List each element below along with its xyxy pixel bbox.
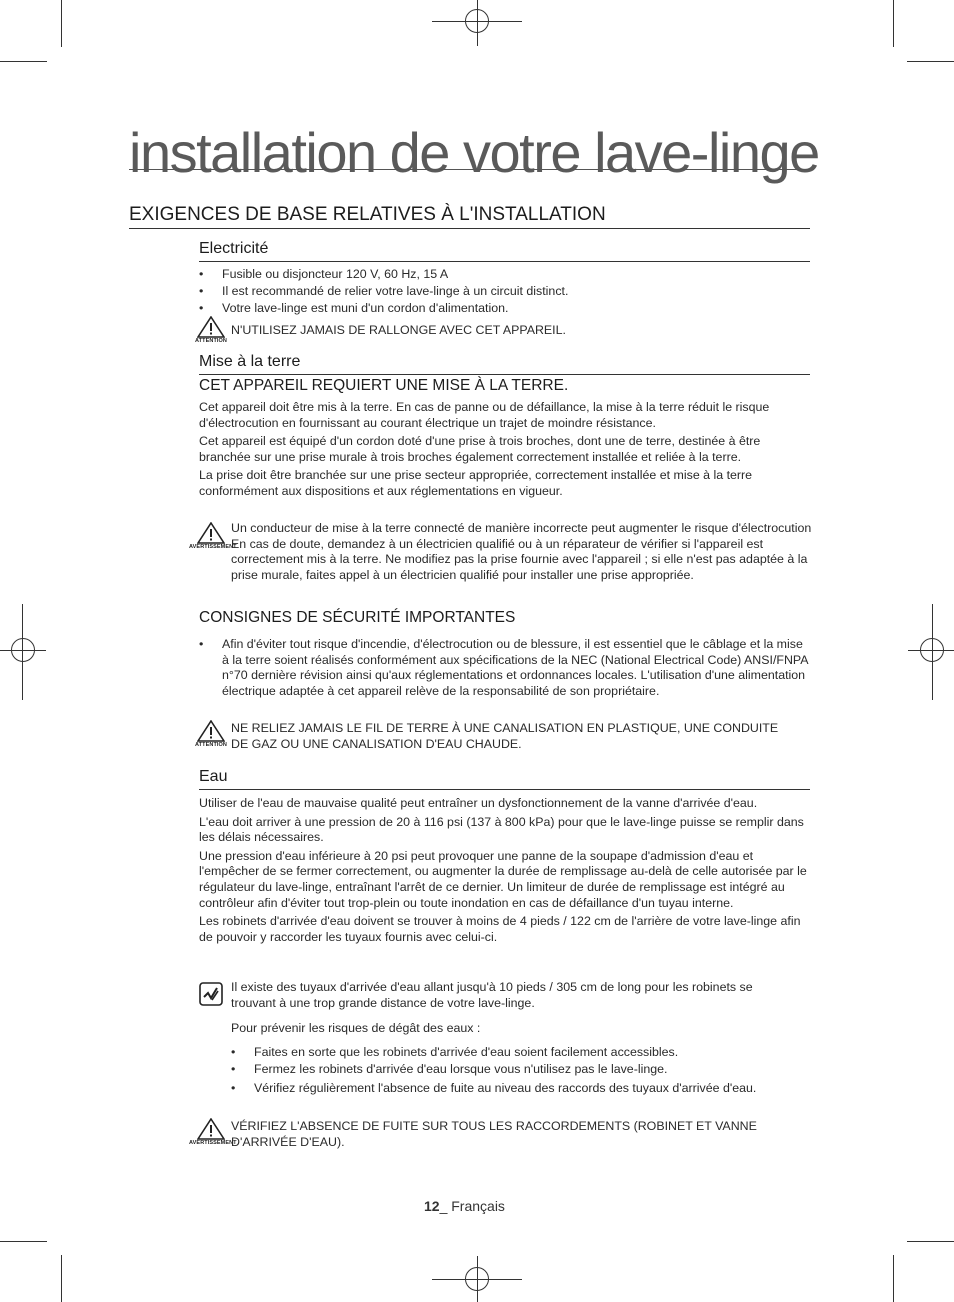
caution-icon — [189, 316, 233, 348]
bullet-icon: • — [231, 1062, 236, 1076]
list-item — [231, 1045, 813, 1061]
list-item — [231, 1081, 813, 1113]
caution-label: ATTENTION — [195, 742, 227, 748]
list-item-text: Votre lave-linge est muni d'un cordon d'alimentation. — [222, 301, 509, 315]
crop-mark — [907, 1241, 954, 1242]
caution-text: N'UTILISEZ JAMAIS DE RALLONGE AVEC CET APPAREIL. — [231, 323, 566, 337]
warning-icon — [189, 522, 237, 554]
bullet-icon: • — [199, 301, 204, 315]
paragraph: Les robinets d'arrivée d'eau doivent se trouver à moins de 4 pieds / 122 cm de l'arrière de votre lave-linge afin de pouvoir y raccorder les tuyaux fournis avec celui-ci. — [199, 914, 801, 944]
list-item — [199, 267, 813, 283]
page-title: installation de votre lave-linge — [129, 121, 819, 184]
divider — [129, 169, 810, 170]
list-item — [231, 1062, 813, 1078]
list-item-text: Faites en sorte que les robinets d'arrivée d'eau soient facilement accessibles. — [254, 1045, 679, 1059]
note-text: Il existe des tuyaux d'arrivée d'eau allant jusqu'à 10 pieds / 305 cm de long pour les robinets se trouvant à une trop grande distance de votre lave-linge. — [231, 980, 753, 1010]
footer-language: _ Français — [439, 1198, 505, 1214]
crop-mark — [0, 1241, 47, 1242]
warning-text: Un conducteur de mise à la terre connecté de manière incorrecte peut augmenter le risque d'électrocution En cas de doute, demandez à un électricien qualifié ou à un réparateur de vérifier si l'appareil est correctement mis à la terre. Ne modifiez pas la prise fournie avec l'appareil ; si elle n'est pas adaptée à la prise murale, faites appel à un électricien qualifié pour installer une prise appropriée. — [231, 521, 812, 582]
paragraph: La prise doit être branchée sur une prise secteur appropriée, correctement installée et mise à la terre conformément aux dispositions et aux réglementations en vigueur. — [199, 468, 753, 498]
electricite-heading: Electricité — [199, 240, 269, 257]
list-item — [199, 301, 813, 317]
list-item — [199, 284, 813, 300]
paragraph: Une pression d'eau inférieure à 20 psi peut provoquer une panne de la soupape d'admission d'eau et l'empêcher de se fermer correctement, ou augmenter la durée de remplissage au-delà de celle autorisée par le régulateur du lave-linge, entraînant l'arrêt de ce dernier. Un limiteur de durée de remplissage est intégré au contrôleur afin d'éviter tout trop-plein ou toute inondation en cas de défaillance d'un tuyau interne. — [199, 848, 807, 910]
bullet-icon: • — [199, 637, 204, 651]
list-item-text: Fusible ou disjoncteur 120 V, 60 Hz, 15 A — [222, 267, 449, 281]
crop-mark — [61, 1255, 62, 1302]
registration-circle — [11, 638, 35, 662]
registration-circle — [920, 638, 944, 662]
bullet-icon: • — [231, 1081, 236, 1095]
warning-text: VÉRIFIEZ L'ABSENCE DE FUITE SUR TOUS LES RACCORDEMENTS (ROBINET ET VANNE D'ARRIVÉE D'EAU). — [231, 1119, 757, 1149]
bullet-icon: • — [199, 284, 204, 298]
paragraph: Utiliser de l'eau de mauvaise qualité peut entraîner un dysfonctionnement de la vanne d'arrivée d'eau. — [199, 796, 758, 810]
eau-heading: Eau — [199, 768, 228, 785]
divider — [199, 374, 810, 375]
bullet-icon: • — [231, 1045, 236, 1059]
page-number: 12 — [424, 1198, 440, 1214]
eau-body — [199, 796, 811, 945]
registration-circle — [465, 9, 489, 33]
crop-mark — [0, 61, 47, 62]
warning-label: AVERTISSEMENT — [189, 544, 237, 550]
terre-heading: Mise à la terre — [199, 353, 301, 370]
paragraph: Cet appareil doit être mis à la terre. En cas de panne ou de défaillance, la mise à la terre réduit le risque d'électrocution en fournissant au courant électrique un trajet de moindre résistance. — [199, 400, 770, 430]
caution-icon — [189, 720, 233, 752]
caution-label: ATTENTION — [195, 338, 227, 344]
caution-text: NE RELIEZ JAMAIS LE FIL DE TERRE À UNE CANALISATION EN PLASTIQUE, UNE CONDUITE DE GAZ OU UNE CANALISATION D'EAU CHAUDE. — [231, 721, 779, 751]
divider — [199, 789, 810, 790]
list-item — [199, 637, 813, 717]
crop-mark — [907, 61, 954, 62]
divider — [199, 261, 810, 262]
paragraph: L'eau doit arriver à une pression de 20 à 116 psi (137 à 800 kPa) pour que le lave-linge puisse se remplir dans les délais nécessaires. — [199, 814, 804, 845]
consignes-heading: CONSIGNES DE SÉCURITÉ IMPORTANTES — [199, 609, 516, 626]
crop-mark — [61, 0, 62, 47]
bullet-icon: • — [199, 267, 204, 281]
note-icon — [199, 982, 223, 1006]
warning-icon — [189, 1118, 237, 1150]
crop-mark — [893, 0, 894, 47]
list-item-text: Afin d'éviter tout risque d'incendie, d'électrocution ou de blessure, il est essentiel que le câblage et la mise à la terre soient réalisés conformément aux spécifications de la NEC (National Electrical Code) ANSI/FNPA n°70 dernière révision ainsi qu'aux réglementations et ordonnances locales. L'utilisation d'une alimentation électrique adaptée à cet appareil relève de la responsabilité de son propriétaire. — [222, 637, 808, 698]
warning-label: AVERTISSEMENT — [189, 1140, 237, 1146]
page-footer — [424, 1198, 505, 1214]
divider — [129, 228, 810, 229]
list-item-text: Il est recommandé de relier votre lave-linge à un circuit distinct. — [222, 284, 569, 298]
section-title: EXIGENCES DE BASE RELATIVES À L'INSTALLATION — [129, 204, 606, 225]
terre-body — [199, 400, 813, 500]
list-item-text: Vérifiez régulièrement l'absence de fuite au niveau des raccords des tuyaux d'arrivée d'eau. — [254, 1081, 757, 1095]
note-intro: Pour prévenir les risques de dégât des eaux : — [231, 1021, 481, 1035]
terre-subheading: CET APPAREIL REQUIERT UNE MISE À LA TERRE. — [199, 377, 569, 394]
crop-mark — [893, 1255, 894, 1302]
list-item-text: Fermez les robinets d'arrivée d'eau lorsque vous n'utilisez pas le lave-linge. — [254, 1062, 668, 1076]
registration-circle — [465, 1267, 489, 1291]
paragraph: Cet appareil est équipé d'un cordon doté d'une prise à trois broches, dont une de terre, destinée à être branchée sur une prise murale à trois broches également correctement installée et reliée à la terre. — [199, 434, 761, 464]
